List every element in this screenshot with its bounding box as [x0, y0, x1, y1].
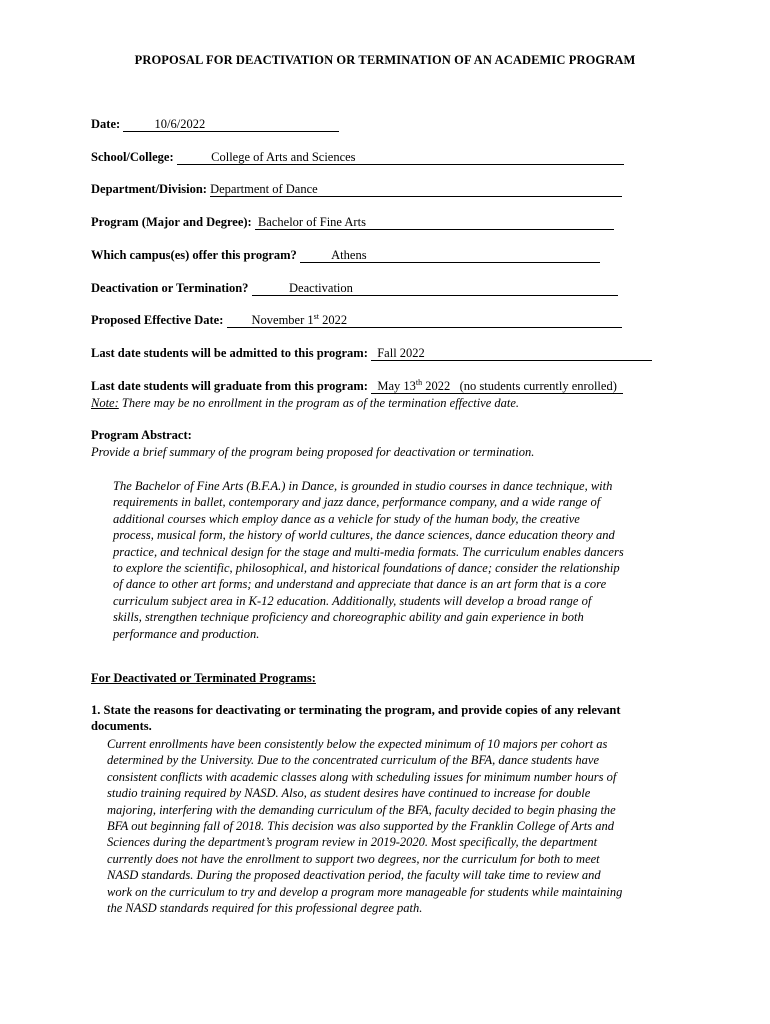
last-admit-label: Last date students will be admitted to this program:	[91, 346, 368, 360]
deactivation-value	[252, 281, 618, 296]
department-label: Department/Division:	[91, 182, 207, 196]
program-value	[255, 215, 614, 230]
enrollment-note	[91, 396, 519, 411]
date-field	[91, 116, 339, 132]
school-label: School/College:	[91, 150, 174, 164]
effective-date-sup: st	[313, 311, 319, 321]
last-grad-text: May 13	[377, 379, 416, 393]
abstract-line: The Bachelor of Fine Arts (B.F.A.) in Dance, is grounded in studio courses in dance technique, with	[113, 479, 613, 493]
answer-line: work on the curriculum to try and develop a program more manageable for students while maintaining	[107, 884, 623, 899]
answer-line: studio training required by NASD. Also, as student desires have continued to increase for double	[107, 786, 591, 801]
department-field	[91, 181, 622, 197]
answer-line: the NASD standards required for this professional degree path.	[107, 901, 423, 916]
last-admit-value	[371, 346, 652, 361]
document-title: PROPOSAL FOR DEACTIVATION OR TERMINATION OF AN ACADEMIC PROGRAM	[134, 53, 636, 67]
answer-line: majoring, interfering with the demanding curriculum of the BFA, faculty decided to begin phasing the	[107, 802, 616, 817]
last-admit-field	[91, 345, 652, 361]
campus-field	[91, 247, 600, 263]
question-1-line-2: documents.	[91, 719, 152, 733]
last-grad-field	[91, 378, 623, 394]
abstract-line: skills, strengthen technique proficiency and choreographic ability and gain experience in both	[113, 610, 584, 625]
abstract-line: to explore the scientific, philosophical, and historical foundations of dance; consider the relationship	[113, 561, 620, 576]
last-admit-text: Fall 2022	[377, 346, 425, 360]
effective-date-label: Proposed Effective Date:	[91, 313, 224, 327]
abstract-line: process, musical form, the history of world cultures, the dance sciences, dance education theory and	[113, 528, 615, 543]
deactivation-label: Deactivation or Termination?	[91, 281, 249, 295]
effective-date-text: November 1	[251, 313, 314, 327]
answer-line: currently does not have the enrollment to support two degrees, nor the curriculum for both to meet	[107, 851, 600, 866]
effective-date-year: 2022	[318, 313, 348, 327]
last-grad-label: Last date students will graduate from this program:	[91, 379, 368, 393]
school-value	[177, 150, 624, 165]
program-field	[91, 214, 614, 230]
answer-line: BFA out beginning fall of 2018. This decision was also supported by the Franklin College of Arts and	[107, 819, 614, 834]
program-label: Program (Major and Degree):	[91, 215, 252, 229]
abstract-line: practice, and technical design for the stage and multi-media formats. The curriculum enables dancers	[113, 544, 624, 559]
answer-line: determined by the University. Due to the concentrated curriculum of the BFA, dance students have	[107, 753, 600, 768]
school-text: College of Arts and Sciences	[211, 150, 356, 164]
abstract-line: additional courses which employ dance as a vehicle for study of the human body, the creative	[113, 511, 580, 526]
program-text: Bachelor of Fine Arts	[257, 215, 366, 229]
answer-line: Sciences during the department’s program review in 2019-2020. Most specifically, the department	[107, 835, 598, 850]
last-grad-value	[371, 379, 623, 394]
abstract-line: of dance to other art forms; and understand and appreciate that dance is an art form that is a core	[113, 577, 607, 592]
note-prefix: Note:	[91, 396, 119, 410]
last-grad-rest: 2022 (no students currently enrolled)	[422, 379, 617, 393]
school-field	[91, 149, 624, 165]
campus-label: Which campus(es) offer this program?	[91, 248, 297, 262]
department-value	[210, 182, 622, 197]
date-label: Date:	[91, 117, 121, 131]
section-heading: For Deactivated or Terminated Programs:	[91, 671, 316, 685]
answer-line: NASD standards. During the proposed deactivation period, the faculty will take time to review and	[107, 868, 601, 883]
abstract-instruction: Provide a brief summary of the program being proposed for deactivation or termination.	[91, 445, 535, 459]
abstract-line: curriculum subject area in K-12 education. Additionally, students will develop a broad range of	[113, 593, 592, 608]
note-text: There may be no enrollment in the program as of the termination effective date.	[118, 396, 520, 410]
answer-line: consistent conflicts with academic classes along with scheduling issues for minimum number hours of	[107, 769, 617, 784]
abstract-body	[113, 478, 713, 642]
abstract-heading: Program Abstract:	[91, 428, 192, 442]
date-value	[123, 117, 339, 132]
abstract-line: performance and production.	[113, 626, 260, 641]
abstract-line: requirements in ballet, contemporary and jazz dance, performance company, and a wide range of	[113, 495, 601, 510]
question-1-line-1: 1. State the reasons for deactivating or terminating the program, and provide copies of any relevant	[91, 703, 621, 717]
campus-value	[300, 248, 600, 263]
effective-date-value	[227, 313, 622, 328]
deactivation-field	[91, 280, 618, 296]
last-grad-sup: th	[415, 377, 423, 387]
date-text: 10/6/2022	[154, 117, 206, 131]
department-text: Department of Dance	[210, 182, 318, 196]
campus-text: Athens	[331, 248, 367, 262]
effective-date-field	[91, 312, 622, 328]
answer-line: Current enrollments have been consistently below the expected minimum of 10 majors per cohort as	[107, 737, 608, 751]
deactivation-text: Deactivation	[289, 281, 353, 295]
question-1-answer	[107, 736, 717, 916]
